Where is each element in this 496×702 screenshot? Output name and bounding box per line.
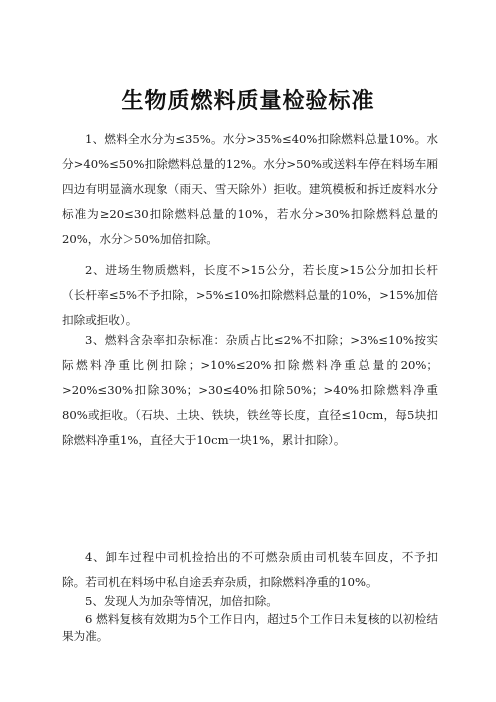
paragraph-review-period: 6 燃料复核有效期为5个工作日内，超过5个工作日未复核的以初检结果为准。 (62, 612, 438, 643)
paragraph-moisture: 1、燃料全水分为≤35%。水分>35%≤40%扣除燃料总量10%。水分>40%≤50%扣除燃料总量的12%。水分>50%或送料车停在料场车厢四边有明显滴水现象（雨天、雪天除外）拒收。建筑模板和拆迁废料水分标准为≥20≤30扣除燃料总量的10%，若水分>30%扣除燃料总量的20%，水分＞50%加倍扣除。 (62, 132, 438, 246)
paragraph-adulteration: 5、发现人为加杂等情况，加倍扣除。 (85, 594, 278, 608)
document-title: 生物质燃料质量检验标准 (121, 89, 375, 114)
paragraph-impurity: 3、燃料含杂率扣杂标准：杂质占比≤2%不扣除；>3%≤10%按实际燃料净重比例扣除；>10%≤20%扣除燃料净重总量的20%；>20%≤30%扣除30%；>30≤40%扣除50%；>40%扣除燃料净重80%或拒收。（石块、土块、铁块，铁丝等长度，直径≤10cm，每5块扣除燃料净重1%，直径大于10cm一块1%，累计扣除）。 (62, 333, 438, 447)
paragraph-length: 2、进场生物质燃料，长度不>15公分，若长度>15公分加扣长杆（长杆率≤5%不予扣除，>5%≤10%扣除燃料总量的10%，>15%加倍扣除或拒收）。 (62, 263, 438, 327)
paragraph-unloading: 4、卸车过程中司机捡拾出的不可燃杂质由司机装车回皮，不予扣除。若司机在料场中私自途丢弃杂质，扣除燃料净重的10%。 (62, 550, 438, 589)
